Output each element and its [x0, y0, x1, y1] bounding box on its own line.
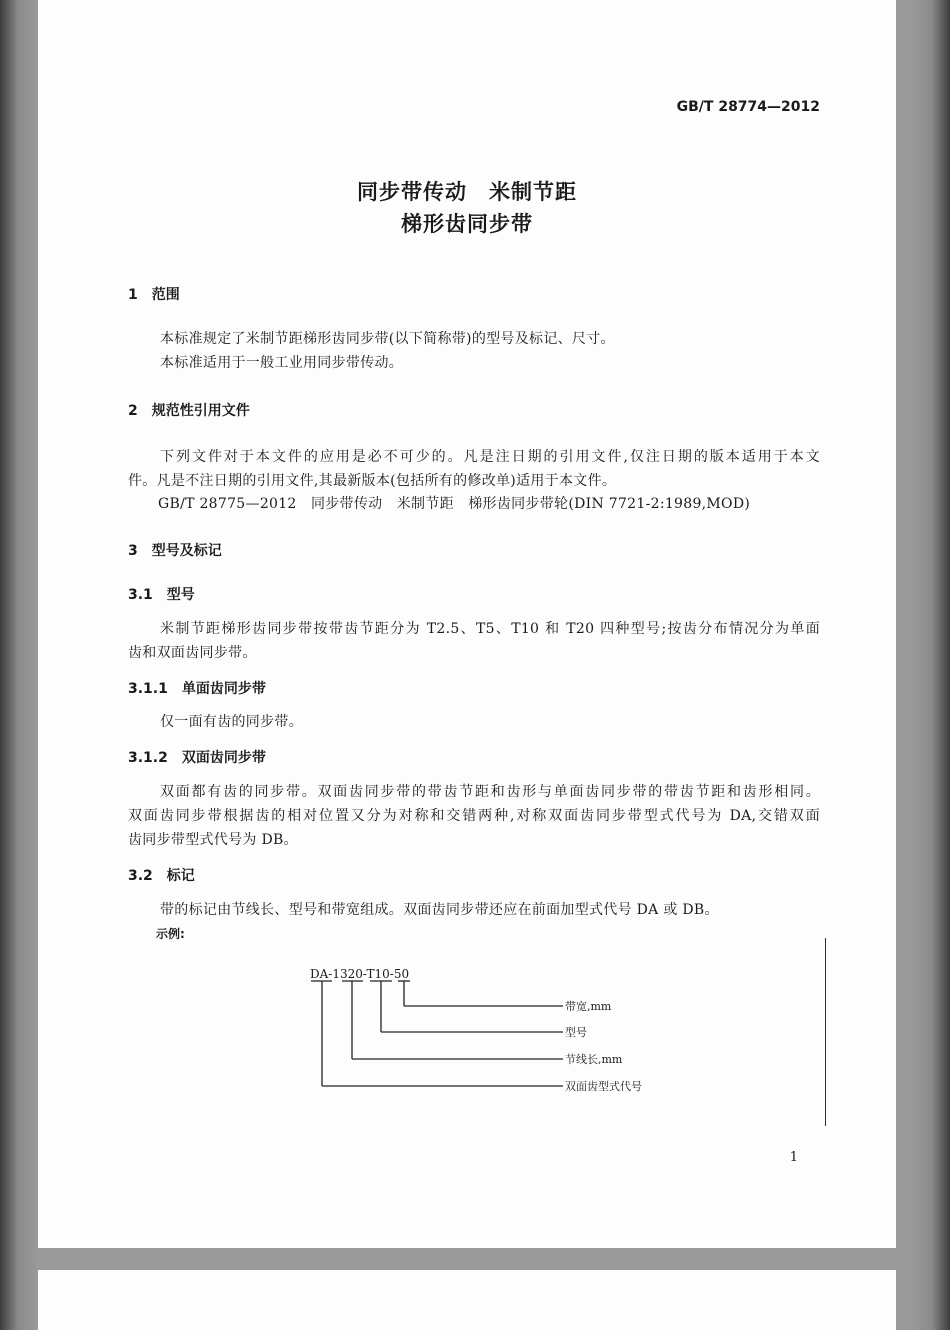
example-label: 示例:	[156, 927, 185, 941]
section-3-1-2-paragraph-line3: 齿同步带型式代号为 DB。	[128, 832, 298, 848]
section-3-1-2-paragraph-line2: 双面齿同步带根据齿的相对位置又分为对称和交错两种,对称双面齿同步带型式代号为 DA,交错双面	[128, 808, 820, 824]
section-2-paragraph-line1: 下列文件对于本文件的应用是必不可少的。凡是注日期的引用文件,仅注日期的版本适用于本文	[160, 449, 820, 465]
page-title-line2: 梯形齿同步带	[401, 212, 533, 236]
diagram-label-type: 型号	[565, 1026, 587, 1039]
section-3-1-2-heading: 3.1.2 双面齿同步带	[128, 750, 266, 766]
section-3-1-1-heading: 3.1.1 单面齿同步带	[128, 681, 266, 697]
scan-margin-line	[825, 938, 826, 1126]
section-3-1-paragraph-line2: 齿和双面齿同步带。	[128, 645, 257, 661]
section-3-1-paragraph-line1: 米制节距梯形齿同步带按带齿节距分为 T2.5、T5、T10 和 T20 四种型号;按齿分布情况分为单面	[160, 621, 820, 637]
section-1-paragraph-1: 本标准规定了米制节距梯形齿同步带(以下简称带)的型号及标记、尺寸。	[160, 331, 615, 347]
section-2-heading: 2 规范性引用文件	[128, 403, 250, 419]
section-3-1-heading: 3.1 型号	[128, 587, 195, 603]
page-title-line1: 同步带传动 米制节距	[357, 180, 577, 204]
section-3-2-paragraph: 带的标记由节线长、型号和带宽组成。双面齿同步带还应在前面加型式代号 DA 或 DB。	[160, 902, 719, 918]
section-3-heading: 3 型号及标记	[128, 543, 222, 559]
section-1-paragraph-2: 本标准适用于一般工业用同步带传动。	[160, 355, 404, 371]
diagram-label-double-code: 双面齿型式代号	[565, 1080, 642, 1093]
next-page-preview	[38, 1270, 896, 1330]
page-number: 1	[789, 1150, 798, 1165]
section-3-2-heading: 3.2 标记	[128, 868, 195, 884]
normative-reference: GB/T 28775—2012 同步带传动 米制节距 梯形齿同步带轮(DIN 7721-2:1989,MOD)	[158, 496, 751, 512]
section-2-paragraph-line2: 件。凡是不注日期的引用文件,其最新版本(包括所有的修改单)适用于本文件。	[128, 473, 617, 489]
document-page	[38, 0, 896, 1248]
marking-diagram	[308, 960, 648, 1100]
diagram-code: DA-1320-T10-50	[310, 967, 410, 981]
standard-code: GB/T 28774—2012	[676, 99, 820, 115]
diagram-label-width: 带宽,mm	[565, 1000, 612, 1013]
diagram-label-pitch-length: 节线长,mm	[565, 1053, 623, 1066]
section-1-heading: 1 范围	[128, 287, 180, 303]
section-3-1-2-paragraph-line1: 双面都有齿的同步带。双面齿同步带的带齿节距和齿形与单面齿同步带的带齿节距和齿形相同。	[160, 784, 820, 800]
section-3-1-1-paragraph: 仅一面有齿的同步带。	[160, 714, 303, 730]
